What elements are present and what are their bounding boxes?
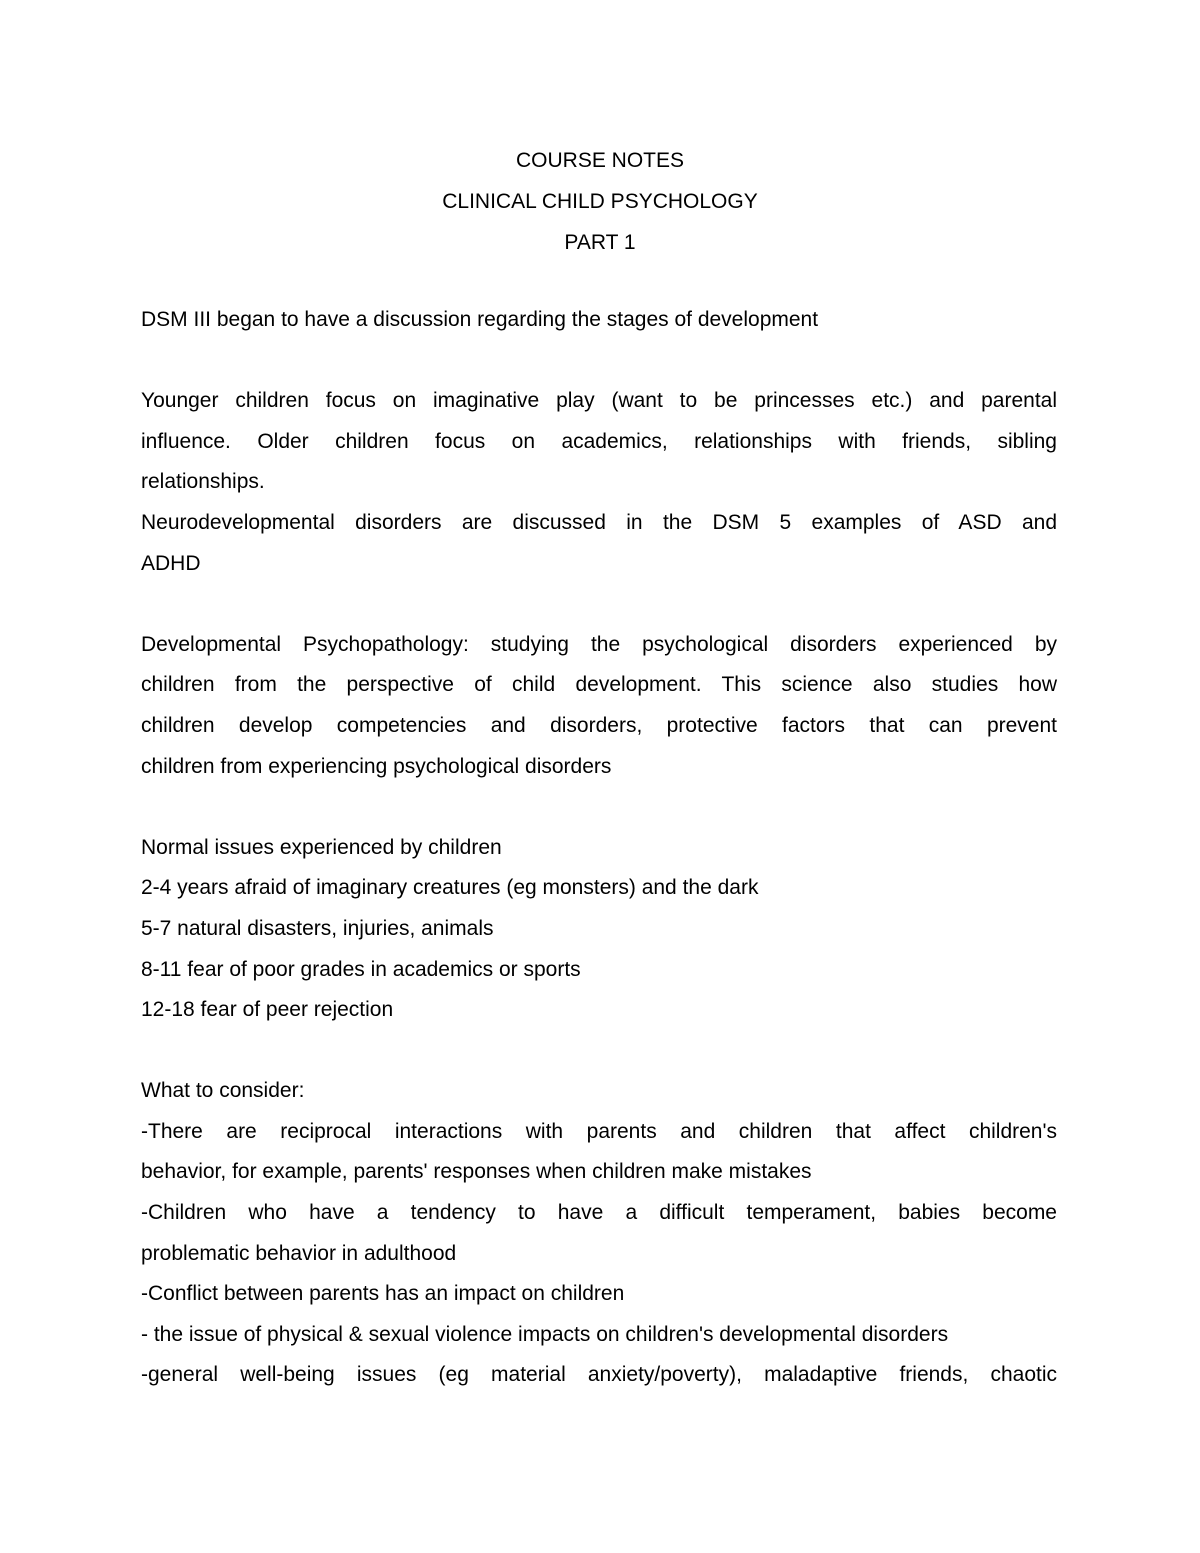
paragraph-gap <box>141 1031 1057 1072</box>
paragraph-dsm3: DSM III began to have a discussion regarding the stages of development <box>141 308 819 331</box>
paragraph-younger-line: Younger children focus on imaginative play (want to be princesses etc.) and parental <box>141 389 1057 413</box>
paragraph-devpsych-line: children develop competencies and disorders, protective factors that can prevent <box>141 713 1057 737</box>
title-clinical-child-psychology: CLINICAL CHILD PSYCHOLOGY <box>442 190 758 213</box>
paragraph-gap <box>141 584 1057 625</box>
consider-item-line: -general well-being issues (eg material anxiety/poverty), maladaptive friends, chaotic <box>141 1363 1057 1387</box>
paragraph-devpsych-line: children from experiencing psychological disorders <box>141 754 612 778</box>
consider-item-line: - the issue of physical & sexual violence impacts on children's developmental disorders <box>141 1322 949 1346</box>
normal-issues-heading: Normal issues experienced by children <box>141 835 502 859</box>
consider-item-line: behavior, for example, parents' responses when children make mistakes <box>141 1160 812 1184</box>
consider-item-line: -There are reciprocal interactions with parents and children that affect children's <box>141 1119 1057 1143</box>
consider-item-line: -Conflict between parents has an impact on children <box>141 1282 625 1306</box>
normal-issues-item: 2-4 years afraid of imaginary creatures (eg monsters) and the dark <box>141 876 759 900</box>
paragraph-younger-line: influence. Older children focus on academics, relationships with friends, sibling <box>141 429 1057 453</box>
title-part-1: PART 1 <box>564 231 636 254</box>
paragraph-neuro-line: ADHD <box>141 551 201 575</box>
paragraph-younger-line: relationships. <box>141 470 265 494</box>
paragraph-gap <box>141 341 1057 382</box>
paragraph-gap <box>141 787 1057 828</box>
paragraph-devpsych-line: Developmental Psychopathology: studying the psychological disorders experienced by <box>141 632 1057 656</box>
paragraph-neuro-line: Neurodevelopmental disorders are discussed in the DSM 5 examples of ASD and <box>141 510 1057 534</box>
title-block <box>0 140 1200 263</box>
normal-issues-item: 8-11 fear of poor grades in academics or sports <box>141 957 581 981</box>
paragraph-devpsych-line: children from the perspective of child development. This science also studies how <box>141 673 1057 697</box>
consider-item-line: problematic behavior in adulthood <box>141 1241 457 1265</box>
document-body <box>141 300 1057 1396</box>
normal-issues-item: 12-18 fear of peer rejection <box>141 998 394 1022</box>
consider-heading: What to consider: <box>141 1079 305 1103</box>
normal-issues-item: 5-7 natural disasters, injuries, animals <box>141 916 494 940</box>
consider-item-line: -Children who have a tendency to have a difficult temperament, babies become <box>141 1201 1057 1225</box>
title-course-notes: COURSE NOTES <box>515 149 685 172</box>
